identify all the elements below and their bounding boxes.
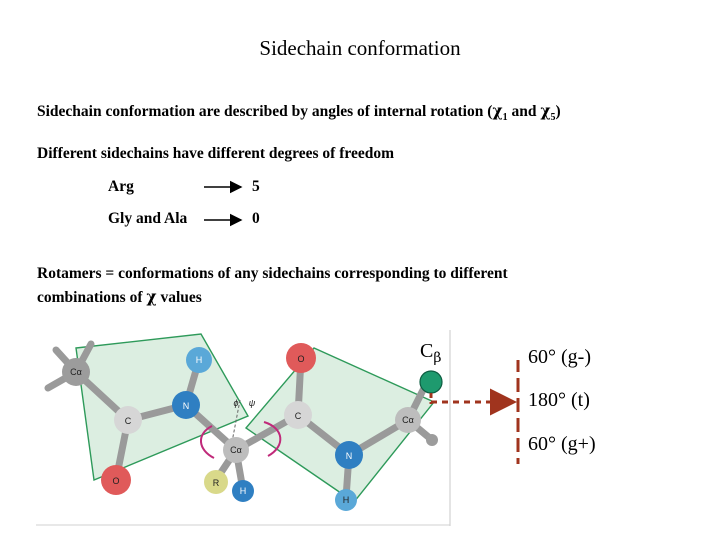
chi-symbol: χ: [492, 101, 503, 120]
label-ca-right: Cα: [402, 415, 414, 425]
label-r: R: [212, 478, 220, 488]
freedom-line: Different sidechains have different degrees of freedom: [37, 145, 395, 162]
label-o-bottom: O: [112, 476, 120, 486]
angle-option-g-plus: 60° (g+): [528, 433, 596, 455]
residue-arg: Arg: [108, 178, 134, 195]
angle-option-trans: 180° (t): [528, 389, 590, 411]
label-ca-left: Cα: [70, 367, 82, 377]
label-o-top: O: [297, 354, 305, 364]
rotamers-line-2-pre: combinations of: [37, 289, 147, 306]
residue-gly-ala: Gly and Ala: [108, 210, 188, 227]
close-paren: ): [555, 103, 561, 120]
peptide-backbone-illustration: [36, 330, 452, 526]
and-text: and: [507, 103, 541, 120]
slide-title: Sidechain conformation: [259, 36, 461, 60]
c-beta-beta: β: [433, 350, 442, 366]
freedom-arrows: [195, 176, 245, 232]
description-text: Sidechain conformation are described by angles of internal rotation (: [37, 103, 493, 120]
label-h-right: H: [342, 495, 350, 505]
label-h-bottom: H: [239, 486, 247, 496]
label-ca-center: Cα: [230, 445, 242, 455]
rotamer-selector-diagram: [410, 360, 540, 470]
label-n-right: N: [345, 451, 353, 461]
freedom-value-gly-ala: 0: [252, 210, 260, 227]
description-line: [37, 101, 561, 123]
rotamers-line-2-post: values: [156, 289, 202, 306]
chi-symbol: χ: [146, 287, 157, 306]
chi-subscript-5: 5: [550, 112, 556, 124]
label-c-right: C: [294, 411, 302, 421]
label-c-left: C: [124, 416, 132, 426]
angle-option-g-minus: 60° (g-): [528, 346, 591, 368]
label-n-mid: N: [182, 401, 190, 411]
label-h-top: H: [195, 355, 203, 365]
chi-symbol: χ: [540, 101, 551, 120]
chi-subscript-1: 1: [502, 112, 508, 124]
c-beta-c: C: [420, 340, 434, 362]
label-phi: ϕ: [233, 398, 239, 408]
rotamers-line-1: Rotamers = conformations of any sidechains corresponding to different: [37, 265, 508, 282]
rotamers-line-2: [37, 287, 202, 307]
label-psi: ψ: [248, 398, 256, 408]
c-beta-atom: [420, 371, 442, 393]
freedom-value-arg: 5: [252, 178, 260, 195]
